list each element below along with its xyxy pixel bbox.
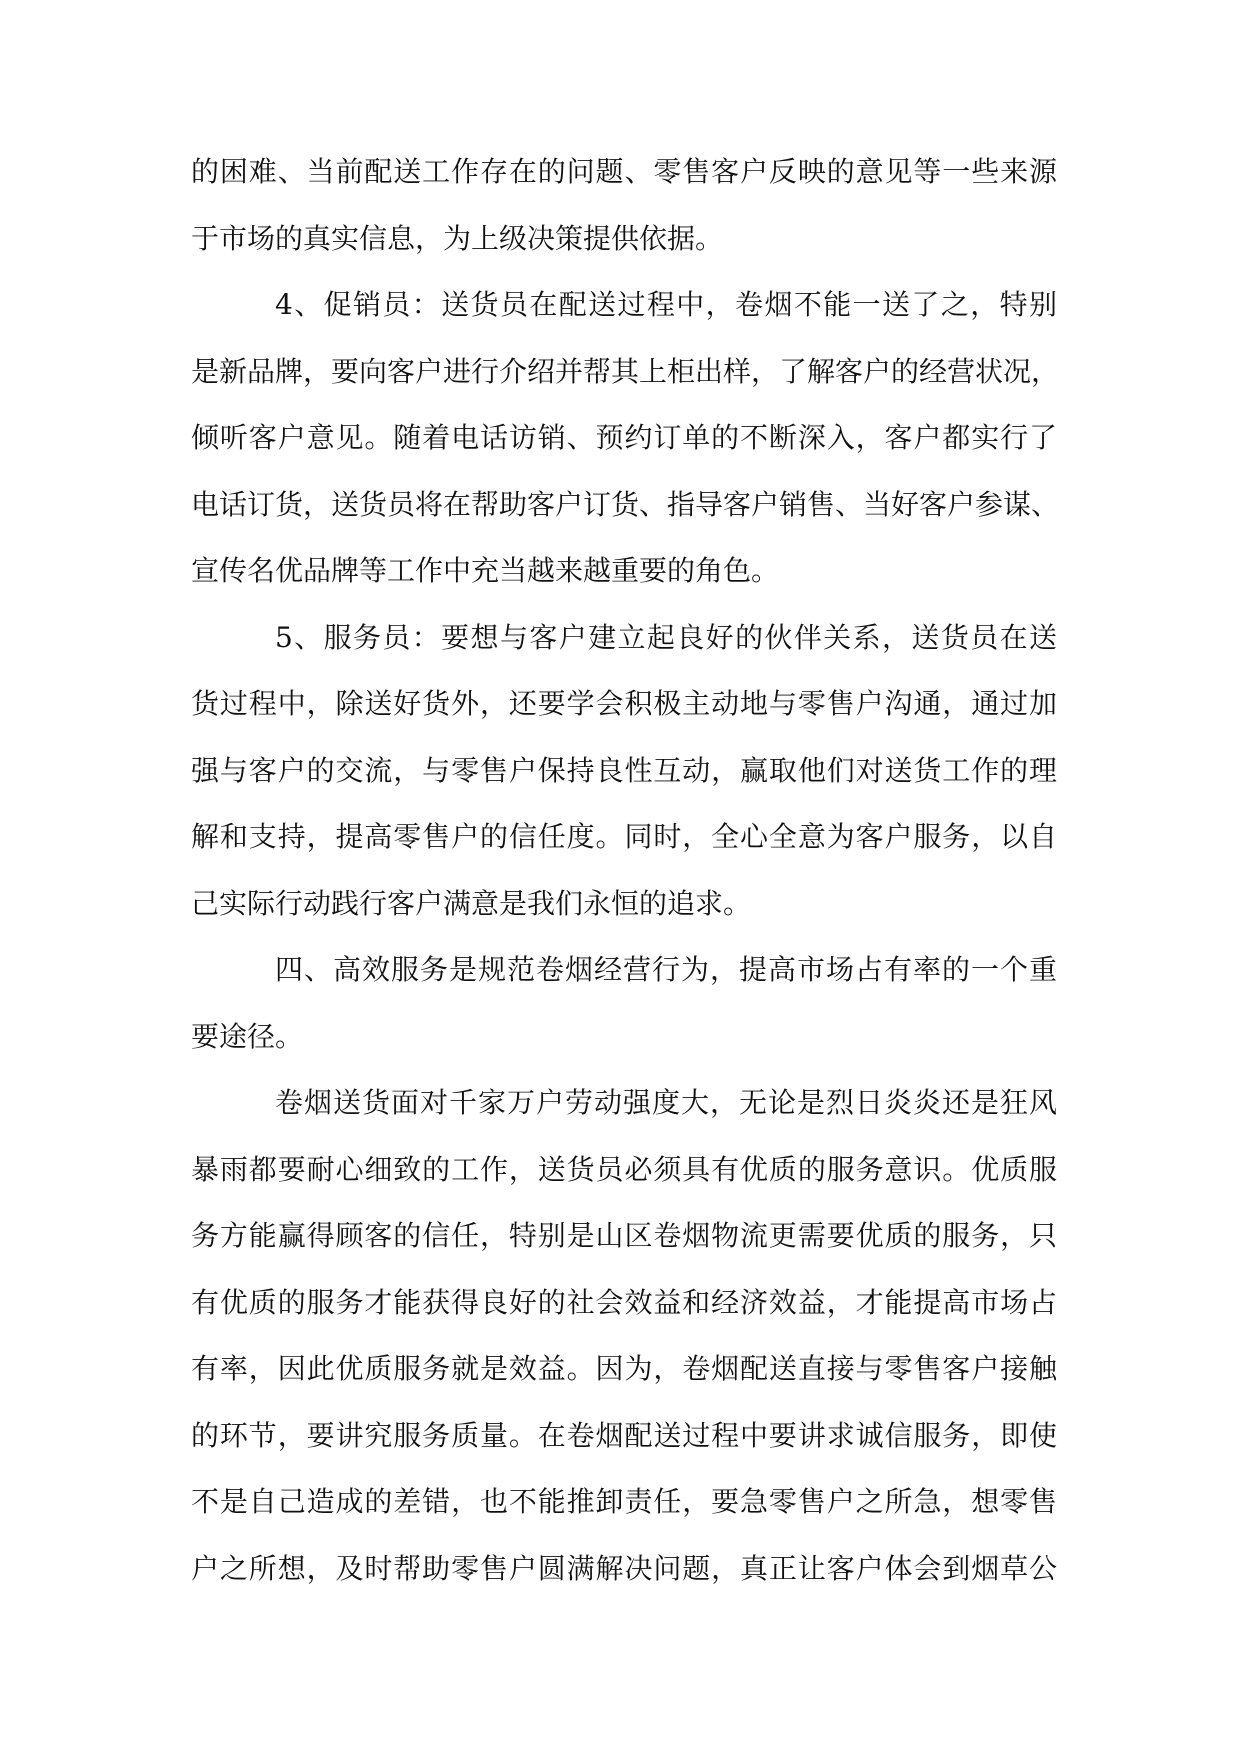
- text-line: 倾听客户意见。随着电话访销、预约订单的不断深入，客户都实行了: [191, 421, 1057, 454]
- text-line: 的困难、当前配送工作存在的问题、零售客户反映的意见等一些来源: [191, 155, 1057, 188]
- text-line: 电话订货，送货员将在帮助客户订货、指导客户销售、当好客户参谋、: [191, 487, 1060, 521]
- text-line: 有率，因此优质服务就是效益。因为，卷烟配送直接与零售客户接触: [191, 1352, 1057, 1385]
- text-line: 强与客户的交流，与零售户保持良性互动，赢取他们对送货工作的理: [191, 753, 1057, 787]
- text-line: 己实际行动践行客户满意是我们永恒的追求。: [191, 886, 752, 920]
- text-line: 货过程中，除送好货外，还要学会积极主动地与零售户沟通，通过加: [191, 687, 1057, 720]
- text-line: 卷烟送货面对千家万户劳动强度大，无论是烈日炎炎还是狂风: [275, 1086, 1057, 1119]
- text-line: 解和支持，提高零售户的信任度。同时，全心全意为客户服务，以自: [191, 820, 1057, 853]
- text-line: 是新品牌，要向客户进行介绍并帮其上柜出样，了解客户的经营状况，: [191, 354, 1060, 388]
- text-line: 宣传名优品牌等工作中充当越来越重要的角色。: [191, 554, 780, 587]
- text-line: 暴雨都要耐心细致的工作，送货员必须具有优质的服务意识。优质服: [191, 1152, 1057, 1186]
- text-line: 有优质的服务才能获得良好的社会效益和经济效益，才能提高市场占: [191, 1285, 1057, 1319]
- text-line: 户之所想，及时帮助零售户圆满解决问题，真正让客户体会到烟草公: [191, 1551, 1057, 1585]
- section-heading-line: 四、高效服务是规范卷烟经营行为，提高市场占有率的一个重: [275, 953, 1057, 986]
- text-line: 务方能赢得顾客的信任，特别是山区卷烟物流更需要优质的服务，只: [191, 1219, 1057, 1252]
- text-line: 4、促销员：送货员在配送过程中，卷烟不能一送了之，特别: [275, 288, 1057, 321]
- section-heading-line: 要途径。: [191, 1019, 304, 1053]
- text-line: 不是自己造成的差错，也不能推卸责任，要急零售户之所急，想零售: [191, 1485, 1057, 1518]
- text-line: 的环节，要讲究服务质量。在卷烟配送过程中要讲求诚信服务，即使: [191, 1418, 1057, 1452]
- text-line: 于市场的真实信息，为上级决策提供依据。: [191, 221, 724, 255]
- text-line: 5、服务员：要想与客户建立起良好的伙伴关系，送货员在送: [275, 620, 1057, 654]
- body-text: [191, 154, 1060, 1617]
